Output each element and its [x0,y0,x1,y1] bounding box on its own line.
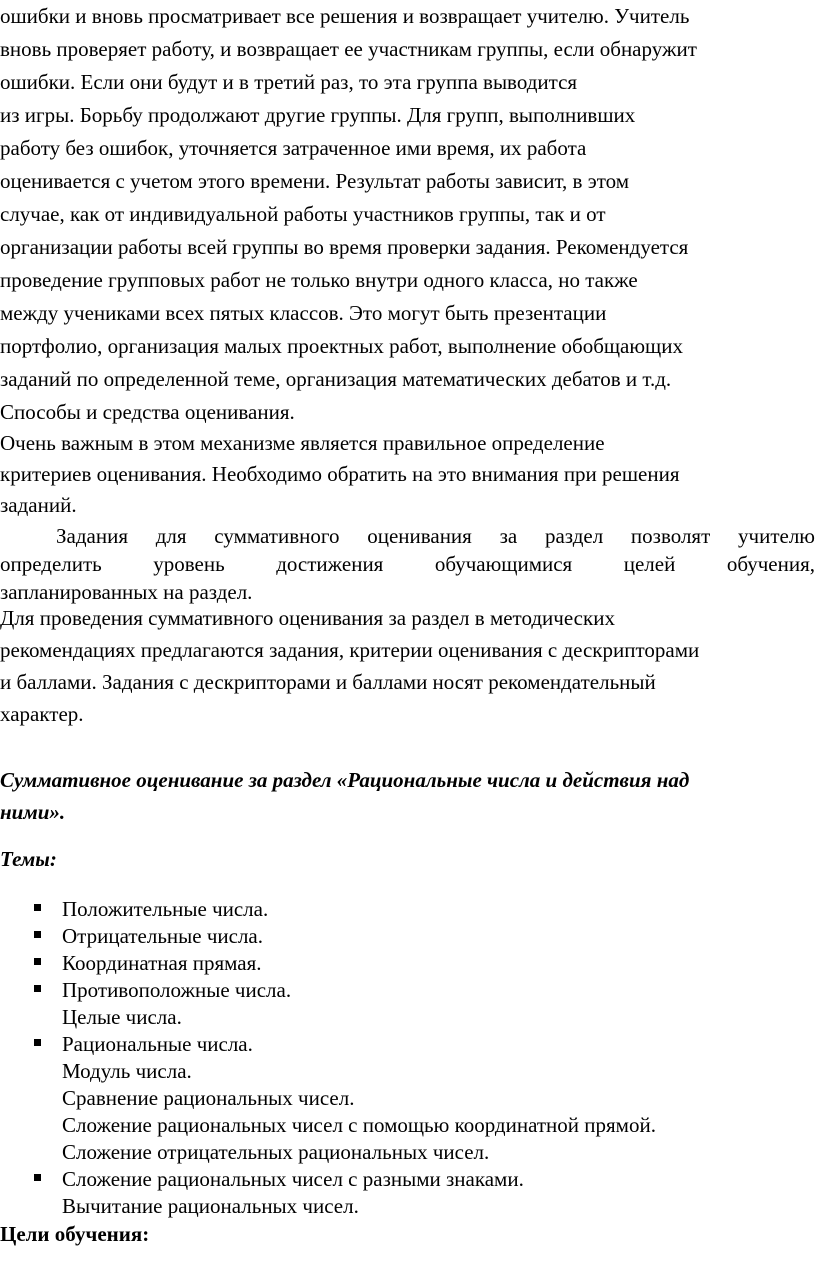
text-line: организации работы всей группы во время проверки задания. Рекомендуется [0,235,689,259]
section-heading-line: ними». [0,800,66,824]
text-line: между учениками всех пятых классов. Это могут быть презентации [0,301,607,325]
list-item: Модуль числа. [62,1059,192,1083]
goals-heading: Цели обучения: [0,1222,150,1246]
list-item: Координатная прямая. [62,951,262,975]
text-line: Задания для суммативного оценивания за раздел позволят учителю [56,524,815,548]
text-line: рекомендациях предлагаются задания, критерии оценивания с дескрипторами [0,638,700,662]
text-line: Очень важным в этом механизме является правильное определение [0,431,605,455]
text-line: определить уровень достижения обучающимися целей обучения, [0,552,815,576]
text-line: работу без ошибок, уточняется затраченное ими время, их работа [0,136,587,160]
text-line: проведение групповых работ не только внутри одного класса, но также [0,268,638,292]
list-item: Целые числа. [62,1005,182,1029]
text-line: оценивается с учетом этого времени. Результат работы зависит, в этом [0,169,630,193]
list-item: Противоположные числа. [62,978,292,1002]
text-line: Для проведения суммативного оценивания за раздел в методических [0,606,615,630]
text-line: ошибки. Если они будут и в третий раз, то эта группа выводится [0,70,578,94]
list-item: Сложение отрицательных рациональных чисел. [62,1140,490,1164]
bullet-icon [34,958,41,965]
list-item: Сравнение рациональных чисел. [62,1086,355,1110]
text-line: запланированных на раздел. [0,580,253,604]
list-item: Рациональные числа. [62,1032,253,1056]
topics-heading: Темы: [0,847,57,871]
assessment-methods-heading: Способы и средства оценивания. [0,400,295,424]
bullet-icon [34,1039,41,1046]
list-item: Положительные числа. [62,897,269,921]
text-line: заданий. [0,493,77,517]
list-item: Вычитание рациональных чисел. [62,1194,359,1218]
bullet-icon [34,904,41,911]
text-line: заданий по определенной теме, организация математических дебатов и т.д. [0,367,672,391]
text-line: критериев оценивания. Необходимо обратить на это внимания при решения [0,462,680,486]
text-line: вновь проверяет работу, и возвращает ее участникам группы, если обнаружит [0,37,697,61]
bullet-icon [34,985,41,992]
bullet-icon [34,931,41,938]
bullet-icon [34,1174,41,1181]
text-line: характер. [0,702,84,726]
text-line: и баллами. Задания с дескрипторами и баллами носят рекомендательный [0,670,656,694]
list-item: Сложение рациональных чисел с разными знаками. [62,1167,524,1191]
text-line: ошибки и вновь просматривает все решения и возвращает учителю. Учитель [0,4,690,28]
text-line: портфолио, организация малых проектных работ, выполнение обобщающих [0,334,683,358]
list-item: Сложение рациональных чисел с помощью координатной прямой. [62,1113,656,1137]
section-heading-line: Суммативное оценивание за раздел «Рациональные числа и действия над [0,768,690,792]
list-item: Отрицательные числа. [62,924,263,948]
text-line: из игры. Борьбу продолжают другие группы. Для групп, выполнивших [0,103,636,127]
text-line: случае, как от индивидуальной работы участников группы, так и от [0,202,606,226]
